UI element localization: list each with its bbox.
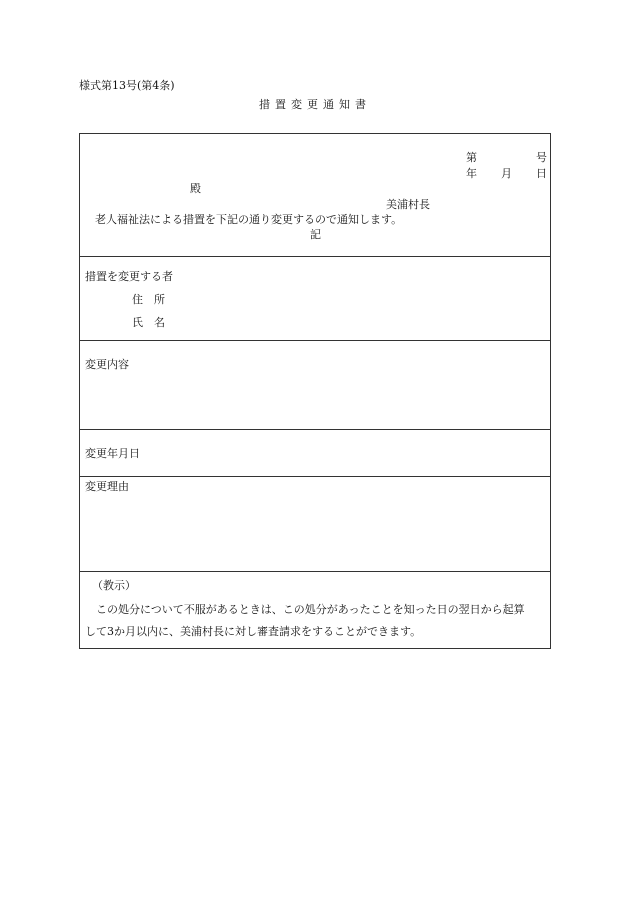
date-day: 日 (536, 167, 547, 180)
change-content-label: 変更内容 (85, 358, 129, 371)
name-label: 氏 名 (132, 316, 165, 329)
divider (80, 571, 550, 572)
notification-body: 老人福祉法による措置を下記の通り変更するので通知します。 (95, 213, 403, 226)
change-reason-label: 変更理由 (85, 480, 129, 493)
issuer-name: 美浦村長 (386, 198, 430, 211)
change-date-label: 変更年月日 (85, 447, 140, 460)
divider (80, 256, 550, 257)
ki-marker: 記 (310, 228, 321, 241)
divider (80, 476, 550, 477)
divider (80, 429, 550, 430)
notice-line-1: この処分について不服があるときは、この処分があったことを知った日の翌日から起算 (96, 603, 525, 616)
number-suffix: 号 (536, 151, 547, 164)
notice-heading: （教示） (92, 579, 136, 592)
form-number: 様式第13号(第4条) (79, 79, 175, 92)
person-heading: 措置を変更する者 (85, 270, 173, 283)
date-year: 年 (466, 167, 477, 180)
address-label: 住 所 (132, 293, 165, 306)
notice-form-table (79, 133, 551, 649)
number-prefix: 第 (466, 151, 477, 164)
document-title: 措置変更通知書 (259, 98, 371, 111)
addressee-honorific: 殿 (190, 182, 201, 195)
notice-line-2: して3か月以内に、美浦村長に対し審査請求をすることができます。 (85, 625, 422, 638)
divider (80, 340, 550, 341)
date-month: 月 (501, 167, 512, 180)
